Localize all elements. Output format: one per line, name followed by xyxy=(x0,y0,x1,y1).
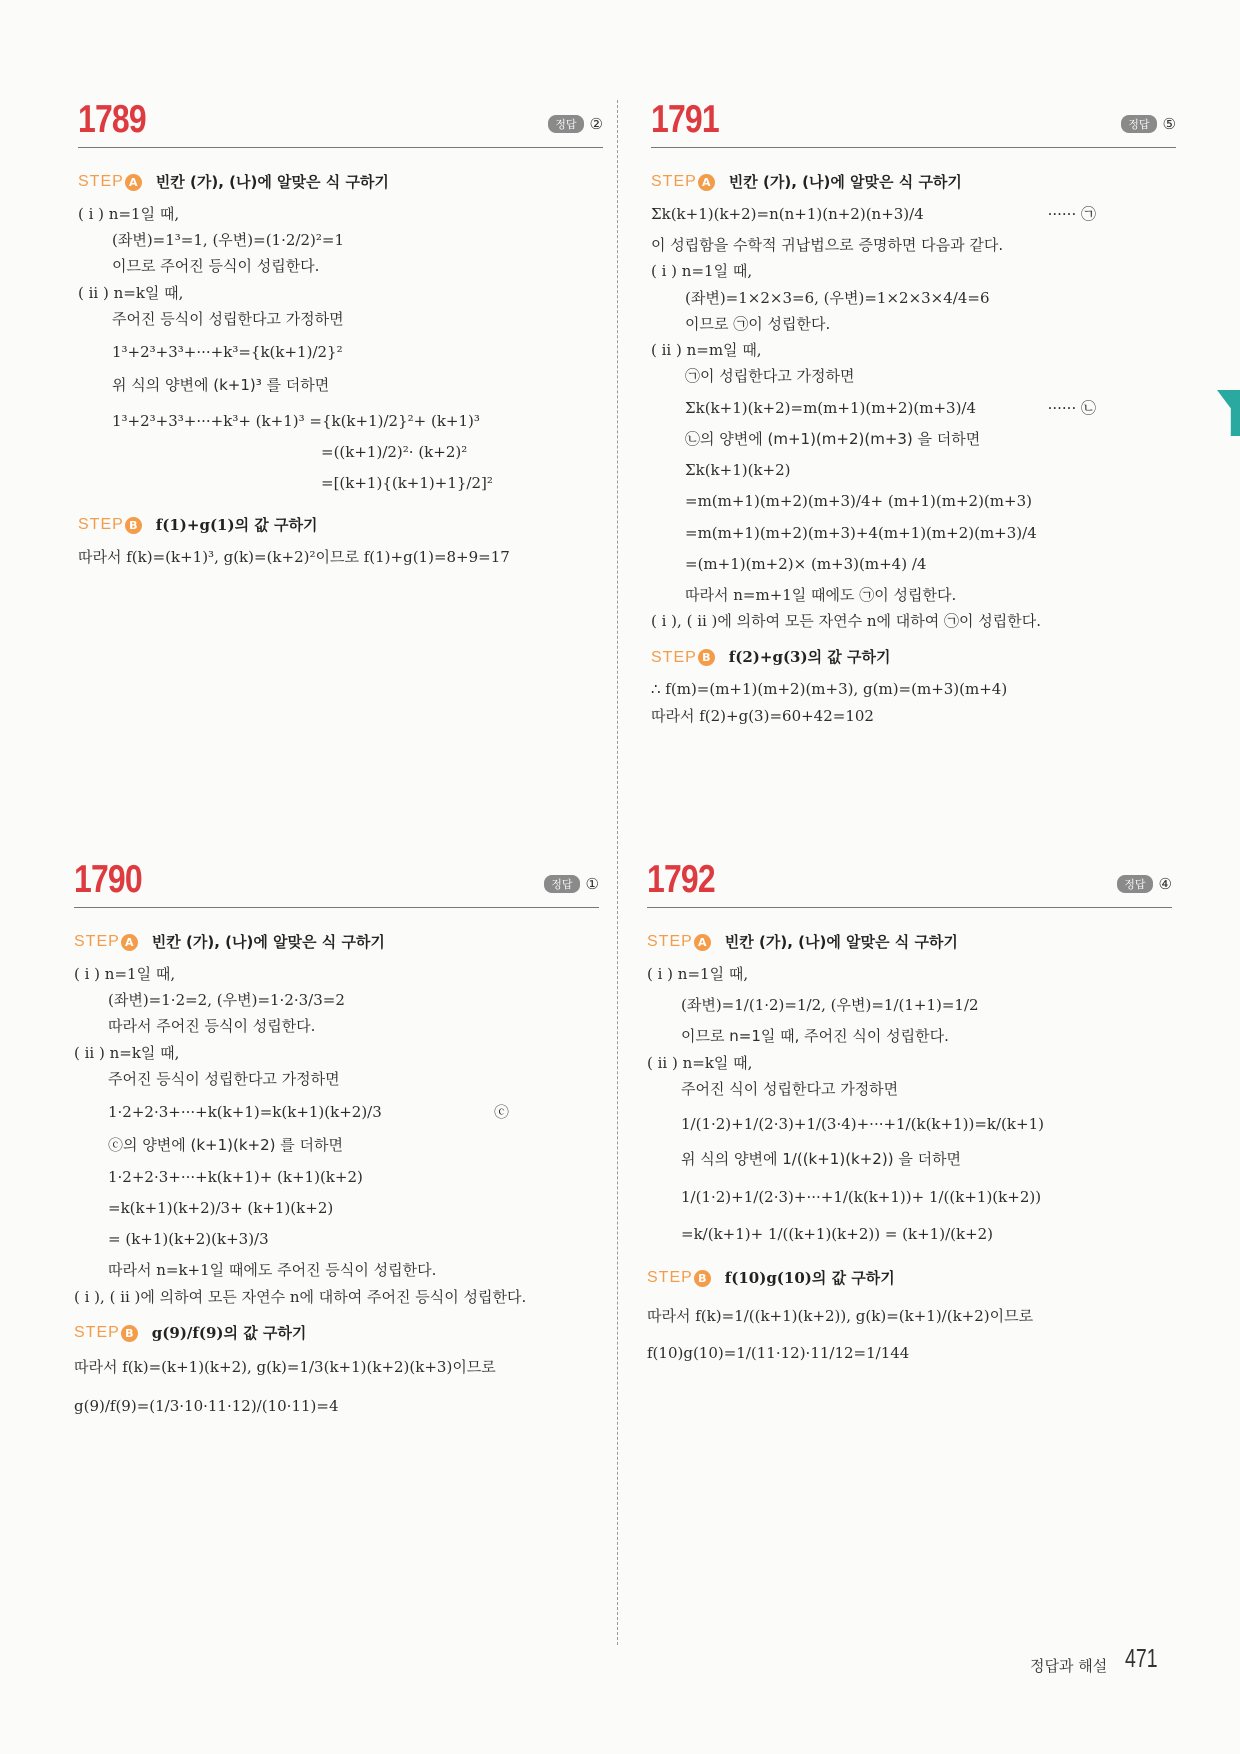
solution-line: (좌변)=1·2=2, (우변)=1·2·3/3=2 xyxy=(108,991,345,1010)
equation-mark: ⓒ xyxy=(493,1103,509,1122)
solution-line: 이므로 n=1일 때, 주어진 식이 성립한다. xyxy=(681,1027,949,1046)
solution-line: ㉠이 성립한다고 가정하면 xyxy=(685,367,855,386)
solution-line: (좌변)=1×2×3=6, (우변)=1×2×3×4/4=6 xyxy=(685,288,990,307)
problem-number: 1791 xyxy=(651,98,719,141)
solution-line: (좌변)=1/(1·2)=1/2, (우변)=1/(1+1)=1/2 xyxy=(681,996,979,1015)
conclusion: 따라서 f(k)=(k+1)³, g(k)=(k+2)²이므로 f(1)+g(1)=8+9=17 xyxy=(78,548,510,567)
step-title: 빈칸 (가), (나)에 알맞은 식 구하기 xyxy=(728,172,962,191)
solution-line: ( i ) n=1일 때, xyxy=(74,964,176,983)
conclusion: ∴ f(m)=(m+1)(m+2)(m+3), g(m)=(m+3)(m+4) xyxy=(651,680,1008,699)
solution-line: ( i ) n=1일 때, xyxy=(651,262,753,281)
step-title: f(1)+g(1)의 값 구하기 xyxy=(155,516,318,535)
answer-tag xyxy=(1121,115,1176,133)
step-label: STEP xyxy=(651,648,697,666)
math-line: =m(m+1)(m+2)(m+3)/4+ (m+1)(m+2)(m+3) xyxy=(685,492,1032,511)
answer-value: ⑤ xyxy=(1162,115,1176,133)
solution-line: ( ii ) n=k일 때, xyxy=(647,1053,753,1072)
step-badge: A xyxy=(121,934,138,951)
solution-line: ( i ) n=1일 때, xyxy=(647,964,749,983)
solution-line: ( i ), ( ii )에 의하여 모든 자연수 n에 대하여 주어진 등식이 성립한다. xyxy=(74,1287,527,1306)
solution-line: ( i ), ( ii )에 의하여 모든 자연수 n에 대하여 ㉠이 성립한다. xyxy=(651,612,1042,631)
answer-value: ② xyxy=(589,115,603,133)
math-line: Σk(k+1)(k+2) xyxy=(685,461,791,480)
step-title: g(9)/f(9)의 값 구하기 xyxy=(151,1323,307,1342)
solution-line: (좌변)=1³=1, (우변)=(1·2/2)²=1 xyxy=(112,231,344,250)
step-a-heading xyxy=(78,170,603,195)
solution-line: ( ii ) n=k일 때, xyxy=(74,1043,180,1062)
final-answer: 따라서 f(2)+g(3)=60+42=102 xyxy=(651,706,874,725)
solution-line: 주어진 등식이 성립한다고 가정하면 xyxy=(108,1069,340,1088)
solution-line: 위 식의 양변에 1/((k+1)(k+2)) 을 더하면 xyxy=(681,1150,962,1169)
math-line: =(m+1)(m+2)× (m+3)(m+4) /4 xyxy=(685,554,927,573)
solution-line: 따라서 n=k+1일 때에도 주어진 등식이 성립한다. xyxy=(108,1261,437,1280)
solution-line: 따라서 주어진 등식이 성립한다. xyxy=(108,1017,316,1036)
solution-line: 이 성립함을 수학적 귀납법으로 증명하면 다음과 같다. xyxy=(651,236,1004,255)
step-label: STEP xyxy=(78,516,124,534)
equation: Σk(k+1)(k+2)=m(m+1)(m+2)(m+3)/4 xyxy=(685,398,977,417)
step-label: STEP xyxy=(78,173,124,190)
step-badge: B xyxy=(125,517,142,534)
problem-1792 xyxy=(647,858,1172,1379)
problem-header xyxy=(651,98,1176,148)
math-line xyxy=(651,397,1176,420)
solution-line: ( ii ) n=k일 때, xyxy=(78,283,184,302)
problem-1789 xyxy=(78,98,603,572)
step-badge: A xyxy=(125,174,142,191)
answer-value: ① xyxy=(585,875,599,893)
math-line: =k(k+1)(k+2)/3+ (k+1)(k+2) xyxy=(108,1198,334,1217)
final-answer: f(10)g(10)=1/(11·12)·11/12=1/144 xyxy=(647,1344,910,1363)
problem-header xyxy=(74,858,599,908)
solution-body xyxy=(647,908,1172,1365)
equation-mark: ······ ㉠ xyxy=(1047,204,1096,223)
solution-body xyxy=(651,148,1176,728)
step-b-heading xyxy=(647,1266,1172,1291)
step-label: STEP xyxy=(74,933,120,950)
equation: Σk(k+1)(k+2)=n(n+1)(n+2)(n+3)/4 xyxy=(651,204,924,223)
problem-number: 1790 xyxy=(74,858,142,901)
step-a-heading xyxy=(647,930,1172,955)
column-divider xyxy=(617,100,618,1645)
equation-mark: ······ ㉡ xyxy=(1047,398,1096,417)
conclusion: 따라서 f(k)=(k+1)(k+2), g(k)=1/3(k+1)(k+2)(k+3)이므로 xyxy=(74,1357,496,1376)
solution-line: ( i ) n=1일 때, xyxy=(78,204,180,223)
step-b-heading xyxy=(78,513,603,538)
problem-header xyxy=(647,858,1172,908)
equation: 1·2+2·3+···+k(k+1)=k(k+1)(k+2)/3 xyxy=(108,1103,382,1122)
solution-line: 주어진 등식이 성립한다고 가정하면 xyxy=(112,309,344,328)
solution-line: 이므로 주어진 등식이 성립한다. xyxy=(112,257,320,276)
answer-label: 정답 xyxy=(1121,115,1156,133)
math-line: 1³+2³+3³+···+k³+ (k+1)³ ={k(k+1)/2}²+ (k+1)³ xyxy=(112,411,480,430)
step-title: 빈칸 (가), (나)에 알맞은 식 구하기 xyxy=(151,932,385,951)
math-line: 1/(1·2)+1/(2·3)+1/(3·4)+···+1/(k(k+1))=k/(k+1) xyxy=(681,1115,1044,1134)
solution-line: ㉡의 양변에 (m+1)(m+2)(m+3) 을 더하면 xyxy=(685,429,981,448)
math-line: =m(m+1)(m+2)(m+3)+4(m+1)(m+2)(m+3)/4 xyxy=(685,523,1037,542)
problem-number: 1789 xyxy=(78,98,146,141)
footer-label: 정답과 해설 xyxy=(1030,1657,1108,1675)
answer-tag xyxy=(548,115,603,133)
math-line: =((k+1)/2)²· (k+2)² xyxy=(321,442,468,461)
math-line: = (k+1)(k+2)(k+3)/3 xyxy=(108,1230,269,1249)
step-badge: B xyxy=(698,649,715,666)
step-label: STEP xyxy=(647,933,693,950)
step-a-heading xyxy=(74,930,599,955)
conclusion: 따라서 f(k)=1/((k+1)(k+2)), g(k)=(k+1)/(k+2)이므로 xyxy=(647,1306,1034,1325)
answer-label: 정답 xyxy=(544,875,579,893)
solution-line: 이므로 ㉠이 성립한다. xyxy=(685,314,831,333)
step-title: 빈칸 (가), (나)에 알맞은 식 구하기 xyxy=(155,172,389,191)
math-line: 1·2+2·3+···+k(k+1)+ (k+1)(k+2) xyxy=(108,1167,363,1186)
thumb-index-tab xyxy=(1217,390,1240,436)
math-line xyxy=(651,203,1176,226)
final-answer: g(9)/f(9)=(1/3·10·11·12)/(10·11)=4 xyxy=(74,1396,339,1415)
answer-label: 정답 xyxy=(1117,875,1152,893)
step-title: f(2)+g(3)의 값 구하기 xyxy=(728,648,891,667)
solution-body xyxy=(74,908,599,1418)
math-line xyxy=(74,1101,599,1124)
solution-line: 주어진 식이 성립한다고 가정하면 xyxy=(681,1079,899,1098)
problem-1791 xyxy=(651,98,1176,731)
page-number: 471 xyxy=(1125,1643,1158,1673)
step-badge: B xyxy=(694,1270,711,1287)
step-a-heading xyxy=(651,170,1176,195)
step-label: STEP xyxy=(647,1269,693,1287)
step-title: f(10)g(10)의 값 구하기 xyxy=(724,1268,895,1287)
step-badge: A xyxy=(698,174,715,191)
step-b-heading xyxy=(74,1321,599,1346)
problem-header xyxy=(78,98,603,148)
answer-tag xyxy=(544,875,599,893)
math-line: 1/(1·2)+1/(2·3)+···+1/(k(k+1))+ 1/((k+1)(k+2)) xyxy=(681,1187,1042,1206)
step-label: STEP xyxy=(74,1323,120,1341)
solution-line: 따라서 n=m+1일 때에도 ㉠이 성립한다. xyxy=(685,586,957,605)
solution-line: ⓒ의 양변에 (k+1)(k+2) 를 더하면 xyxy=(108,1136,343,1155)
problem-number: 1792 xyxy=(647,858,715,901)
answer-label: 정답 xyxy=(548,115,583,133)
math-line: =k/(k+1)+ 1/((k+1)(k+2)) = (k+1)/(k+2) xyxy=(681,1224,994,1243)
step-badge: B xyxy=(121,1325,138,1342)
solution-body xyxy=(78,148,603,569)
problem-1790 xyxy=(74,858,599,1434)
solution-line: ( ii ) n=m일 때, xyxy=(651,341,762,360)
math-line: 1³+2³+3³+···+k³={k(k+1)/2}² xyxy=(112,343,343,362)
step-label: STEP xyxy=(651,173,697,190)
step-title: 빈칸 (가), (나)에 알맞은 식 구하기 xyxy=(724,932,958,951)
answer-tag xyxy=(1117,875,1172,893)
step-badge: A xyxy=(694,934,711,951)
answer-value: ④ xyxy=(1158,875,1172,893)
math-line: =[(k+1){(k+1)+1}/2]² xyxy=(321,474,493,493)
step-b-heading xyxy=(651,646,1176,671)
solution-line: 위 식의 양변에 (k+1)³ 를 더하면 xyxy=(112,376,330,395)
